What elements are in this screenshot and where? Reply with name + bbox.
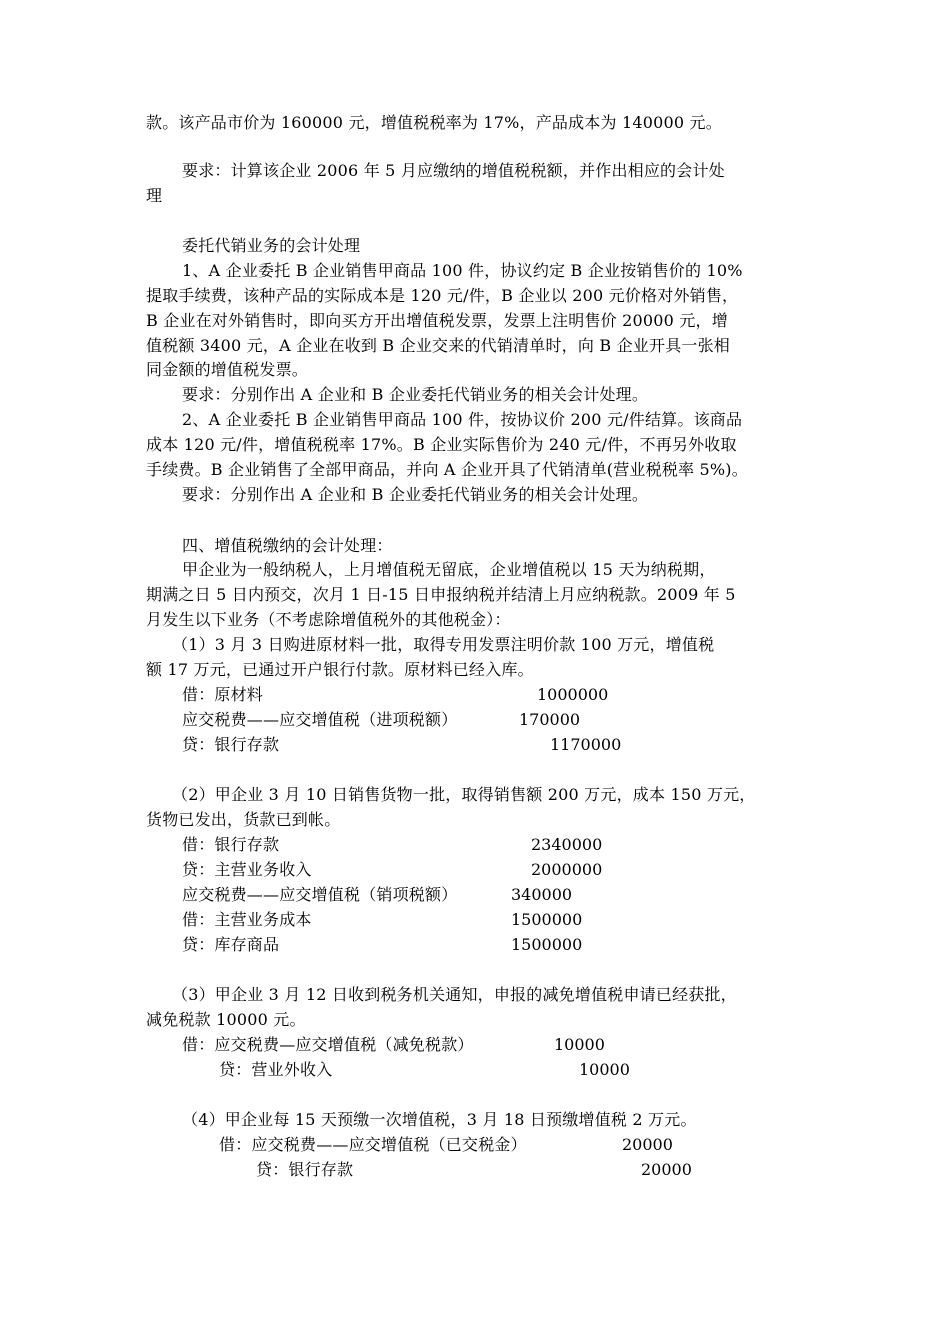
intro-line: 款。该产品市价为 160000 元，增值税税率为 17%，产品成本为 140000 元。 <box>146 113 722 132</box>
vat-desc-line: 期满之日 5 日内预交，次月 1 日-15 日申报纳税并结清上月应纳税款。2009 年 5 <box>146 585 736 604</box>
q1-line: 值税额 3400 元，A 企业在收到 B 企业交来的代销清单时，向 B 企业开具一张相 <box>146 336 730 355</box>
q1-line: 提取手续费，该种产品的实际成本是 120 元/件，B 企业以 200 元价格对外销售， <box>146 286 739 305</box>
journal-entry-label: 借：原材料 <box>182 685 264 704</box>
q2-line: 2、A 企业委托 B 企业销售甲商品 100 件，按协议价 200 元/件结算。该商品 <box>182 410 743 429</box>
q1-line: 1、A 企业委托 B 企业销售甲商品 100 件，协议约定 B 企业按销售价的 10% <box>182 261 743 280</box>
journal-entry-label: 贷：银行存款 <box>256 1160 354 1179</box>
journal-entry-amount: 20000 <box>641 1160 692 1179</box>
q2-requirement: 要求：分别作出 A 企业和 B 企业委托代销业务的相关会计处理。 <box>182 485 649 504</box>
journal-entry-amount: 20000 <box>622 1135 673 1154</box>
section-title-vat: 四、增值税缴纳的会计处理： <box>182 536 393 555</box>
journal-entry-amount: 1170000 <box>550 735 622 754</box>
item3-text: （3）甲企业 3 月 12 日收到税务机关通知，申报的减免增值税申请已经获批， <box>172 985 737 1004</box>
journal-entry-label: 应交税费——应交增值税（进项税额） <box>182 710 458 729</box>
item3-text: 减免税款 10000 元。 <box>146 1010 306 1029</box>
journal-entry-amount: 10000 <box>554 1035 605 1054</box>
item4-text: （4）甲企业每 15 天预缴一次增值税，3 月 18 日预缴增值税 2 万元。 <box>182 1110 697 1129</box>
journal-entry-label: 借：银行存款 <box>182 835 280 854</box>
item2-text: （2）甲企业 3 月 10 日销售货物一批，取得销售额 200 万元，成本 150 万元， <box>172 785 756 804</box>
q1-requirement: 要求：分别作出 A 企业和 B 企业委托代销业务的相关会计处理。 <box>182 385 649 404</box>
journal-entry-amount: 10000 <box>579 1060 630 1079</box>
item1-text: （1）3 月 3 日购进原材料一批，取得专用发票注明价款 100 万元，增值税 <box>172 635 715 654</box>
journal-entry-label: 贷：营业外收入 <box>219 1060 333 1079</box>
journal-entry-amount: 2000000 <box>531 860 603 879</box>
q1-line: B 企业在对外销售时，即向买方开出增值税发票，发票上注明售价 20000 元，增 <box>146 311 728 330</box>
journal-entry-amount: 1500000 <box>511 935 583 954</box>
q1-line: 同金额的增值税发票。 <box>146 360 309 379</box>
journal-entry-label: 借：应交税费——应交增值税（已交税金） <box>219 1135 527 1154</box>
q2-line: 成本 120 元/件，增值税税率 17%。B 企业实际售价为 240 元/件，不再另外收取 <box>146 435 737 454</box>
journal-entry-amount: 1000000 <box>537 685 609 704</box>
journal-entry-amount: 170000 <box>519 710 581 729</box>
requirement-line: 要求：计算该企业 2006 年 5 月应缴纳的增值税税额，并作出相应的会计处 <box>182 161 725 180</box>
vat-desc-line: 月发生以下业务（不考虑除增值税外的其他税金）： <box>146 610 511 629</box>
journal-entry-label: 贷：主营业务收入 <box>182 860 312 879</box>
journal-entry-label: 借：主营业务成本 <box>182 910 312 929</box>
journal-entry-amount: 2340000 <box>531 835 603 854</box>
item2-text: 货物已发出，货款已到帐。 <box>146 810 341 829</box>
journal-entry-amount: 340000 <box>511 885 573 904</box>
journal-entry-label: 借：应交税费—应交增值税（减免税款） <box>182 1035 474 1054</box>
journal-entry-label: 贷：库存商品 <box>182 935 280 954</box>
vat-desc-line: 甲企业为一般纳税人，上月增值税无留底，企业增值税以 15 天为纳税期， <box>182 560 716 579</box>
journal-entry-label: 应交税费——应交增值税（销项税额） <box>182 885 458 904</box>
requirement-line-cont: 理 <box>146 186 163 205</box>
section-title-consign: 委托代销业务的会计处理 <box>182 236 361 255</box>
journal-entry-amount: 1500000 <box>511 910 583 929</box>
journal-entry-label: 贷：银行存款 <box>182 735 280 754</box>
q2-line: 手续费。B 企业销售了全部甲商品，并向 A 企业开具了代销清单(营业税税率 5%)。 <box>146 460 748 479</box>
item1-text: 额 17 万元，已通过开户银行付款。原材料已经入库。 <box>146 660 534 679</box>
